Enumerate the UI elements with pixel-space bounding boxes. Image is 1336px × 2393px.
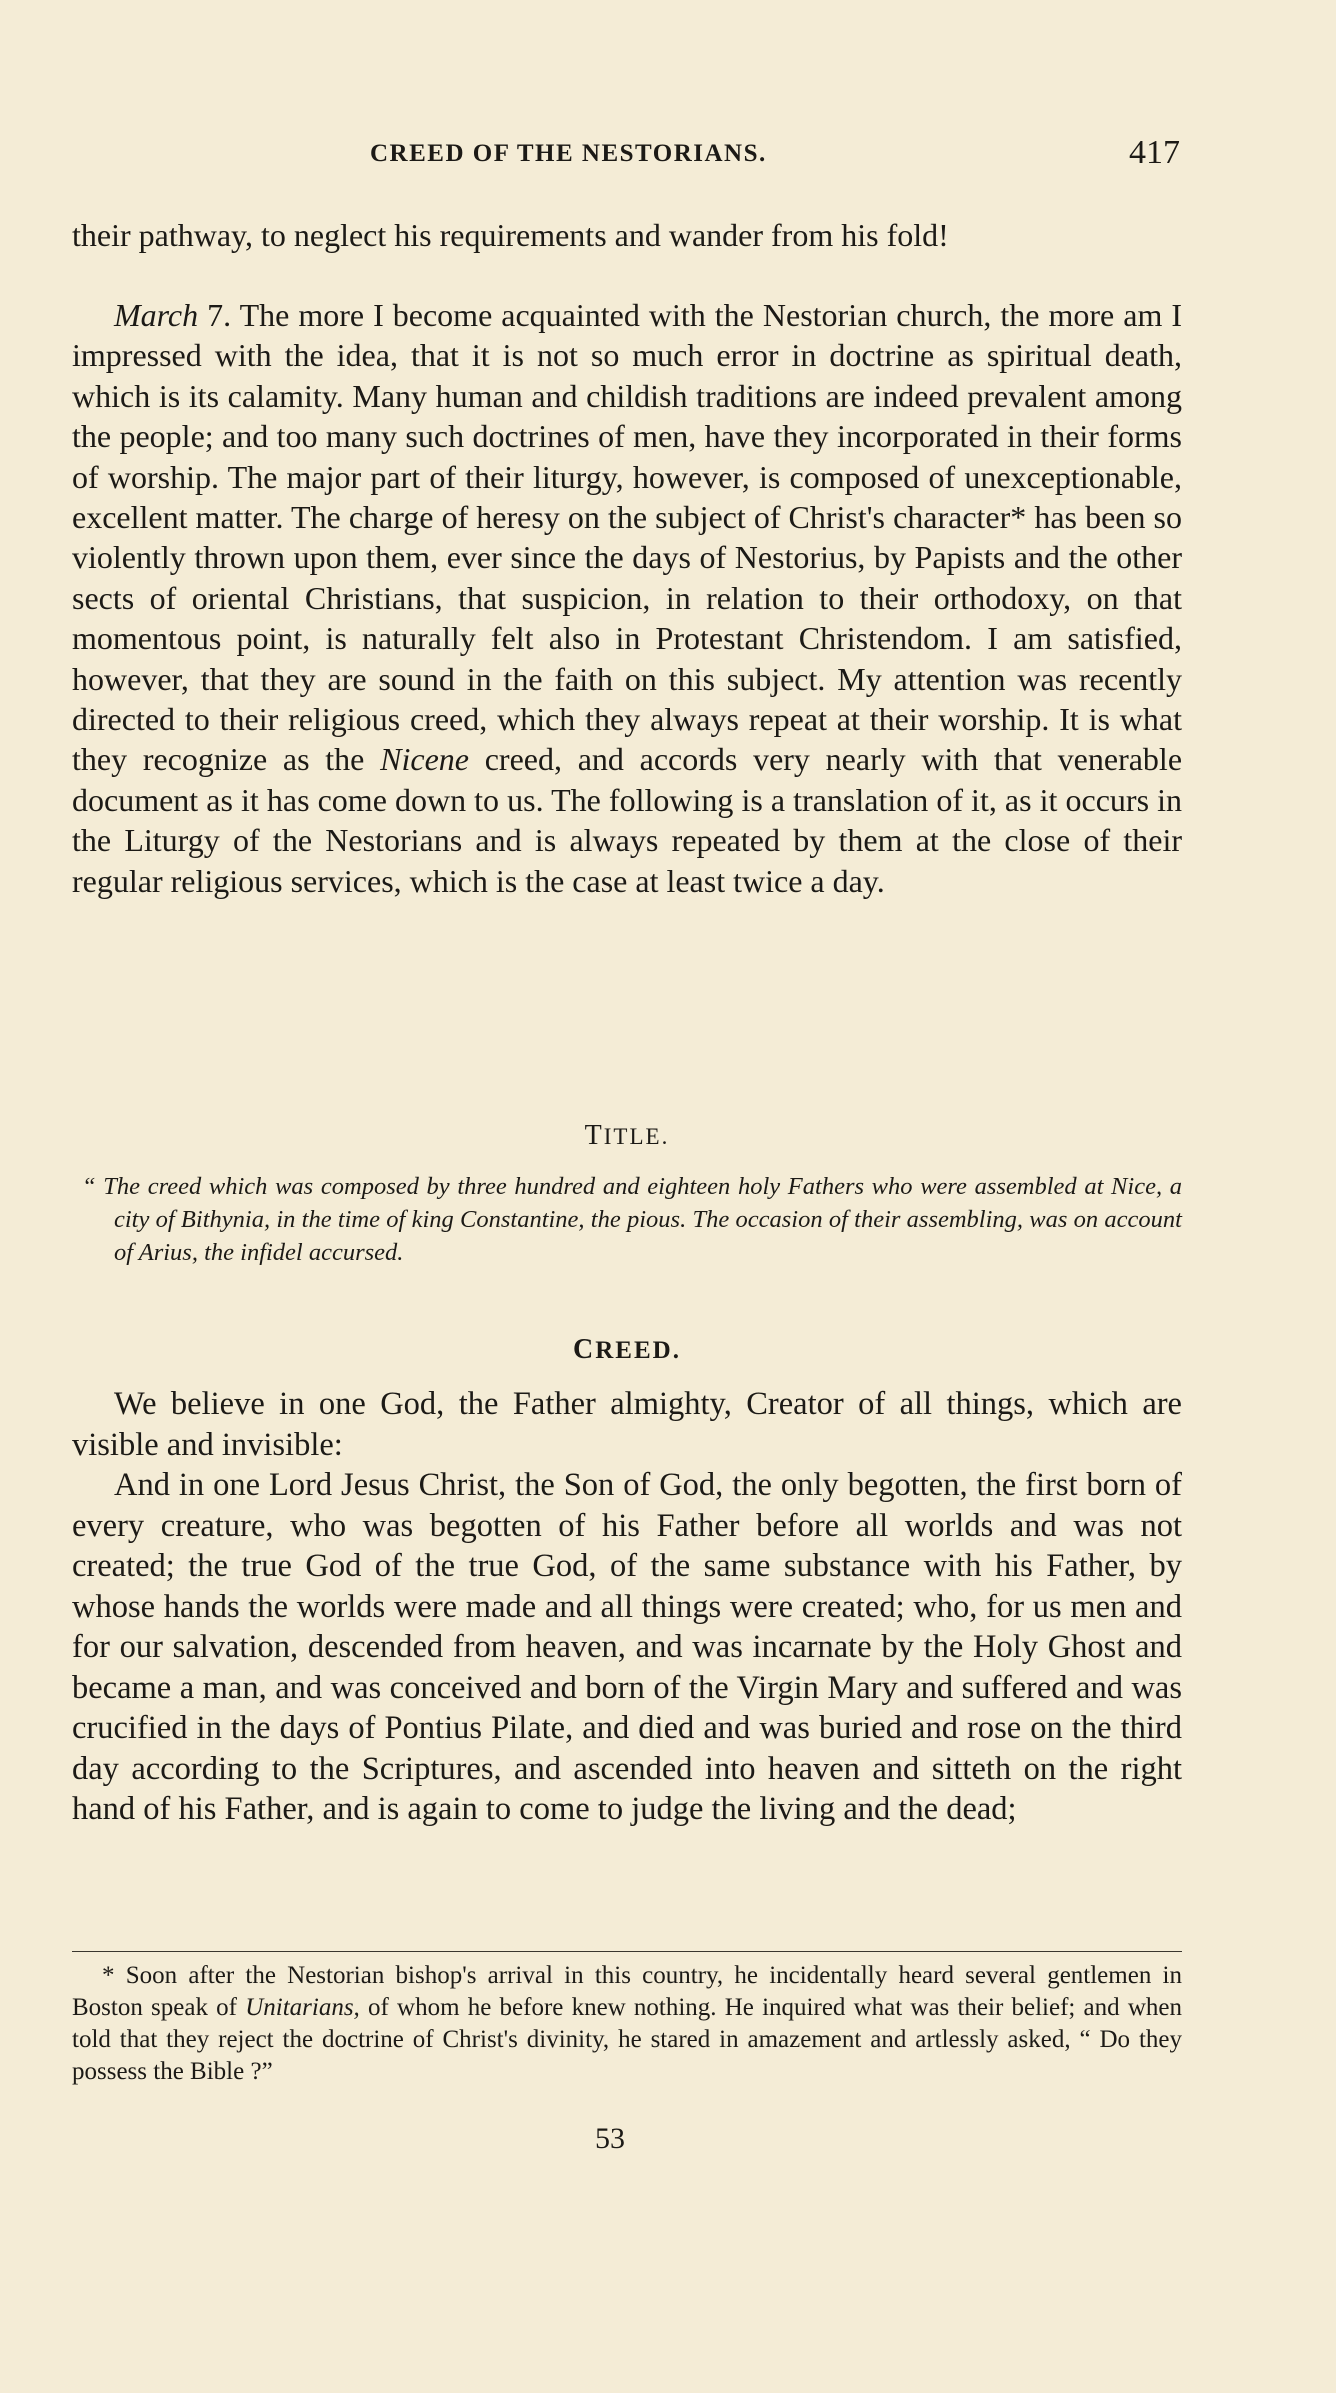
footnote-text-part-2: of whom he before knew nothing. He inquired what was their belief; and when told that they reject the doctrine of Christ's divinity, he stared in amazement and artlessly asked, “ Do they possess the Bible ?” — [72, 1994, 1182, 2085]
paragraph-march-7 — [72, 295, 1182, 901]
creed-heading-initial: C — [573, 1334, 596, 1365]
creed-paragraph-1 — [72, 1384, 1182, 1465]
title-heading — [72, 1120, 1182, 1152]
signature-mark: 53 — [595, 2122, 625, 2155]
date-day: 7. — [207, 297, 232, 333]
title-heading-rest: ITLE. — [603, 1124, 670, 1149]
page-number: 417 — [1129, 134, 1180, 171]
footnote-italic-word: Unitarians, — [245, 1994, 360, 2021]
creed-paragraph-1-text: We believe in one God, the Father almighty, Creator of all things, which are visible and invisible: — [72, 1386, 1182, 1463]
creed-title-text: “ The creed which was composed by three hundred and eighteen holy Fathers who were assembled at Nice, a city of Bithynia, in the time of king Constantine, the pious. The occasion of their assembling, was on account of Arius, the infidel accursed. — [82, 1173, 1182, 1266]
creed-heading — [72, 1334, 1182, 1366]
paragraph-text-part-2: creed, and accords very nearly with that venerable document as it has come down to us. The following is a translation of it, as it occurs in the Liturgy of the Nestorians and is always repeated by them at the close of their regular religious services, which is the case at least twice a day. — [72, 741, 1183, 899]
footnote — [72, 1960, 1182, 2088]
footnote-rule — [72, 1951, 1182, 1952]
creed-heading-rest: REED. — [595, 1337, 681, 1364]
nicene-word: Nicene — [380, 741, 469, 778]
title-heading-initial: T — [584, 1120, 604, 1151]
paragraph-text-part-1: The more I become acquainted with the Nestorian church, the more am I impressed with the idea, that it is not so much error in doctrine as spiritual death, which is its calamity. Many human and childish traditions are indeed prevalent among the people; and too many such doctrines of men, have they incorporated in their forms of worship. The major part of their liturgy, however, is composed of unexceptionable, excellent matter. The charge of heresy on the subject of Christ's character* has been so violently thrown upon them, ever since the days of Nestorius, by Papists and the other sects of oriental Christians, that suspicion, in relation to their orthodoxy, on that momentous point, is naturally felt also in Protestant Christendom. I am satisfied, however, that they are sound in the faith on this subject. My attention was recently directed to their religious creed, which they always repeat at their worship. It is what they recognize as the — [72, 297, 1183, 778]
footnote-text-part-1: * Soon after the Nestorian bishop's arrival in this country, he incidentally heard several gentlemen in Boston speak of — [72, 1962, 1182, 2021]
creed-paragraph-2 — [72, 1465, 1182, 1830]
paragraph-continuation: their pathway, to neglect his requirements and wander from his fold! — [72, 217, 949, 253]
running-title: CREED OF THE NESTORIANS. — [370, 140, 767, 167]
date-month: March — [114, 297, 199, 333]
creed-paragraph-2-text: And in one Lord Jesus Christ, the Son of God, the only begotten, the first born of every creature, who was begotten of his Father before all worlds and was not created; the true God of the true God, of the same substance with his Father, by whose hands the worlds were made and all things were created; who, for us men and for our salvation, descended from heaven, and was incarnate by the Holy Ghost and became a man, and was conceived and born of the Virgin Mary and suffered and was crucified in the days of Pontius Pilate, and died and was buried and rose on the third day according to the Scriptures, and ascended into heaven and sitteth on the right hand of his Father, and is again to come to judge the living and the dead; — [72, 1467, 1182, 1827]
page-header — [70, 134, 1180, 178]
